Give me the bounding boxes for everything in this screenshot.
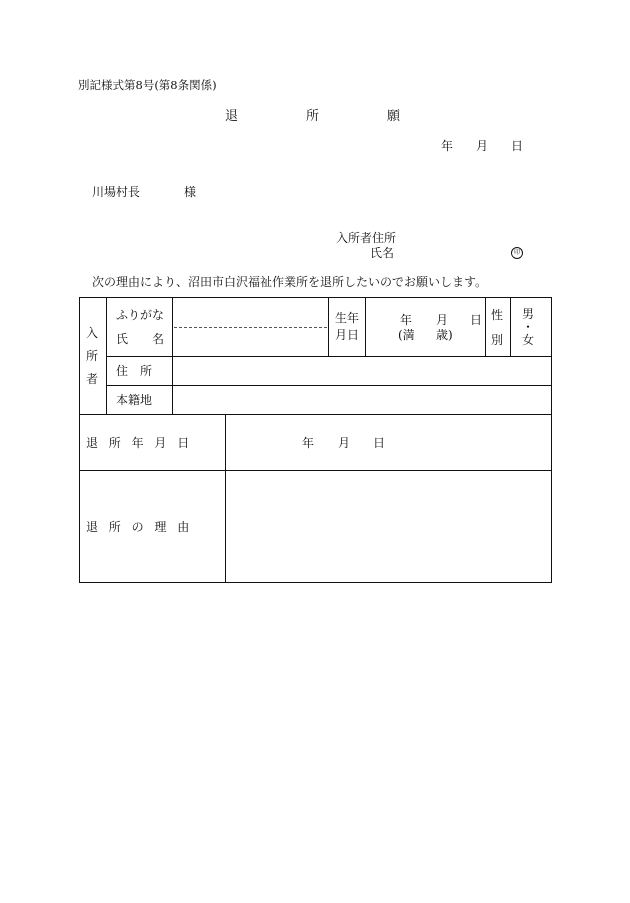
exit-date-year: 年	[302, 436, 315, 450]
application-date-year: 年	[441, 139, 454, 153]
applicant-address-label: 入所者住所	[336, 231, 397, 245]
exit-date-day: 日	[373, 436, 386, 450]
furigana-label: ふりがな	[116, 308, 165, 322]
birth-label-line2: 月日	[335, 328, 360, 342]
recipient-honorific: 様	[184, 185, 197, 199]
birth-year-unit: 年	[400, 313, 413, 327]
group-label-char-3: 者	[86, 372, 99, 386]
furigana-divider	[174, 327, 327, 328]
table-border-left	[79, 297, 80, 583]
seal-mark: 印	[511, 247, 523, 259]
reason-label: 退所の理由	[86, 520, 201, 534]
col-divider-gender-label	[485, 297, 486, 356]
table-border-right	[551, 297, 552, 583]
age-unit: 歳)	[436, 328, 453, 342]
exit-date-month: 月	[338, 436, 351, 450]
form-number: 別記様式第8号(第8条関係)	[78, 78, 217, 92]
row-divider-section	[79, 414, 552, 415]
col-divider-birth-label	[328, 297, 329, 356]
gender-label-line1: 性	[491, 308, 504, 322]
applicant-name-label: 氏名	[370, 246, 395, 260]
title-char-2: 所	[306, 109, 320, 124]
gender-female: 女	[522, 333, 535, 347]
col-divider-gender-value	[510, 297, 511, 356]
exit-date-label: 退所年月日	[86, 436, 201, 450]
title-char-1: 退	[225, 109, 239, 124]
name-label: 氏 名	[116, 332, 165, 346]
application-date-month: 月	[476, 139, 489, 153]
col-divider-label	[172, 297, 173, 414]
title-char-3: 願	[387, 109, 401, 124]
application-date-day: 日	[511, 139, 524, 153]
gender-separator: ・	[522, 320, 535, 334]
gender-male: 男	[522, 307, 535, 321]
domicile-label: 本籍地	[116, 393, 153, 407]
col-divider-group	[106, 297, 107, 414]
address-label: 住 所	[116, 364, 153, 378]
intro-text: 次の理由により、沼田市白沢福祉作業所を退所したいのでお願いします。	[92, 275, 488, 289]
birth-day-unit: 日	[470, 313, 483, 327]
birth-label-line1: 生年	[335, 311, 360, 325]
gender-label-line2: 別	[491, 333, 504, 347]
row-divider-date	[79, 470, 552, 471]
col-divider-birth-value	[365, 297, 366, 356]
recipient-name: 川場村長	[92, 185, 141, 199]
table-border-top	[79, 297, 552, 298]
group-label-char-2: 所	[86, 349, 99, 363]
age-open: (満	[398, 328, 415, 342]
group-label-char-1: 入	[86, 326, 99, 340]
col-divider-lower	[225, 414, 226, 582]
birth-month-unit: 月	[436, 313, 449, 327]
table-border-bottom	[79, 582, 552, 583]
